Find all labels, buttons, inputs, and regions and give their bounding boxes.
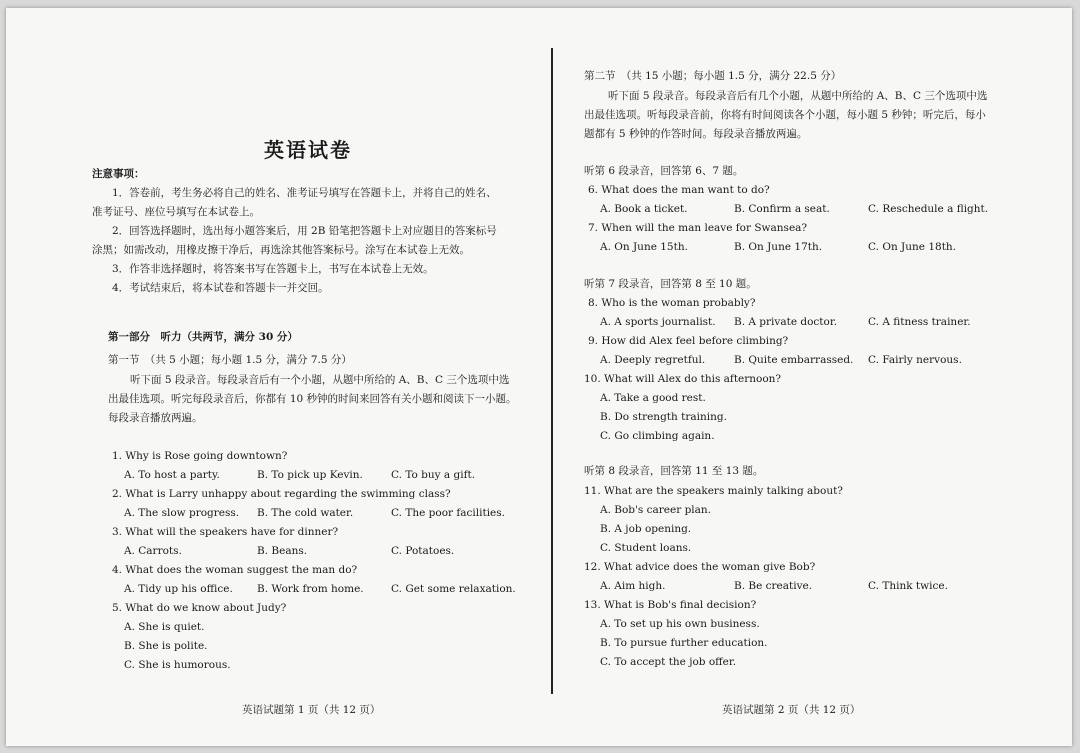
page-divider (551, 48, 553, 694)
option-c: C. Go climbing again. (600, 430, 715, 442)
section1-instruction: 出最佳选项。听完每段录音后，你都有 10 秒钟的时间来回答有关小题和阅读下一小题。 (108, 393, 517, 405)
part-heading: 第一部分 听力（共两节，满分 30 分） (108, 331, 298, 343)
question-text: 2. What is Larry unhappy about regarding the swimming class? (112, 488, 451, 500)
option-b: B. A job opening. (600, 523, 692, 535)
option-c: C. To accept the job offer. (600, 656, 737, 668)
question-text: 6. What does the man want to do? (588, 184, 770, 196)
option-b: B. Be creative. (734, 580, 813, 592)
exam-title: 英语试卷 (264, 138, 352, 162)
notice-heading: 注意事项： (92, 168, 145, 180)
note-line: 1．答卷前，考生务必将自己的姓名、准考证号填写在答题卡上，并将自己的姓名、 (112, 187, 497, 199)
option-b: B. Work from home. (257, 583, 364, 595)
option-c: C. Think twice. (868, 580, 948, 592)
section2-instruction: 出最佳选项。听每段录音前，你将有时间阅读各个小题，每小题 5 秒钟；听完后，每小 (584, 109, 986, 121)
option-b: B. Confirm a seat. (734, 203, 830, 215)
option-c: C. Fairly nervous. (868, 354, 962, 366)
note-line: 4．考试结束后，将本试卷和答题卡一并交回。 (112, 282, 329, 294)
note-line: 2．回答选择题时，选出每小题答案后，用 2B 铅笔把答题卡上对应题目的答案标号 (112, 225, 497, 237)
question-text: 9. How did Alex feel before climbing? (588, 335, 789, 347)
option-a: A. Take a good rest. (600, 392, 706, 404)
option-a: A. A sports journalist. (600, 316, 716, 328)
option-c: C. Get some relaxation. (391, 583, 516, 595)
option-b: B. To pursue further education. (600, 637, 768, 649)
option-a: A. To set up his own business. (600, 618, 760, 630)
option-c: C. To buy a gift. (391, 469, 476, 481)
section2-heading: 第二节 （共 15 小题；每小题 1.5 分，满分 22.5 分） (584, 70, 842, 82)
section1-instruction: 每段录音播放两遍。 (108, 412, 203, 424)
option-a: A. Tidy up his office. (124, 583, 233, 595)
option-b: B. A private doctor. (734, 316, 838, 328)
option-c: C. On June 18th. (868, 241, 957, 253)
option-c: C. She is humorous. (124, 659, 231, 671)
section2-instruction: 题都有 5 秒钟的作答时间。每段录音播放两遍。 (584, 128, 808, 140)
question-text: 1. Why is Rose going downtown? (112, 450, 288, 462)
option-a: A. Book a ticket. (600, 203, 688, 215)
option-c: C. Reschedule a flight. (868, 203, 989, 215)
option-b: B. She is polite. (124, 640, 208, 652)
question-text: 3. What will the speakers have for dinner? (112, 526, 339, 538)
page-footer-right: 英语试题第 2 页（共 12 页） (722, 704, 861, 716)
option-a: A. Deeply regretful. (600, 354, 706, 366)
note-line: 涂黑；如需改动，用橡皮擦干净后，再选涂其他答案标号。涂写在本试卷上无效。 (92, 244, 470, 256)
option-a: A. Bob's career plan. (600, 504, 712, 516)
group-heading: 听第 6 段录音，回答第 6、7 题。 (584, 165, 744, 177)
option-c: C. Student loans. (600, 542, 692, 554)
question-text: 11. What are the speakers mainly talking about? (584, 485, 843, 497)
group-heading: 听第 7 段录音，回答第 8 至 10 题。 (584, 278, 757, 290)
exam-sheet (6, 8, 1072, 746)
page-footer-left: 英语试题第 1 页（共 12 页） (242, 704, 381, 716)
question-text: 5. What do we know about Judy? (112, 602, 287, 614)
option-a: A. On June 15th. (600, 241, 688, 253)
option-b: B. On June 17th. (734, 241, 823, 253)
option-c: C. Potatoes. (391, 545, 455, 557)
option-b: B. Beans. (257, 545, 308, 557)
option-c: C. The poor facilities. (391, 507, 505, 519)
option-a: A. Carrots. (124, 545, 182, 557)
section1-heading: 第一节 （共 5 小题；每小题 1.5 分，满分 7.5 分） (108, 354, 352, 366)
option-b: B. To pick up Kevin. (257, 469, 363, 481)
option-b: B. Do strength training. (600, 411, 727, 423)
option-b: B. Quite embarrassed. (734, 354, 854, 366)
note-line: 准考证号、座位号填写在本试卷上。 (92, 206, 260, 218)
question-text: 13. What is Bob's final decision? (584, 599, 757, 611)
option-a: A. Aim high. (600, 580, 666, 592)
option-a: A. To host a party. (124, 469, 220, 481)
question-text: 8. Who is the woman probably? (588, 297, 756, 309)
question-text: 4. What does the woman suggest the man do? (112, 564, 358, 576)
option-a: A. The slow progress. (124, 507, 240, 519)
question-text: 12. What advice does the woman give Bob? (584, 561, 816, 573)
group-heading: 听第 8 段录音，回答第 11 至 13 题。 (584, 465, 764, 477)
option-c: C. A fitness trainer. (868, 316, 971, 328)
option-b: B. The cold water. (257, 507, 354, 519)
note-line: 3．作答非选择题时，将答案书写在答题卡上，书写在本试卷上无效。 (112, 263, 434, 275)
option-a: A. She is quiet. (124, 621, 205, 633)
question-text: 7. When will the man leave for Swansea? (588, 222, 808, 234)
section2-instruction: 听下面 5 段录音。每段录音后有几个小题，从题中所给的 A、B、C 三个选项中选 (608, 90, 988, 102)
section1-instruction: 听下面 5 段录音。每段录音后有一个小题，从题中所给的 A、B、C 三个选项中选 (130, 374, 510, 386)
question-text: 10. What will Alex do this afternoon? (584, 373, 782, 385)
